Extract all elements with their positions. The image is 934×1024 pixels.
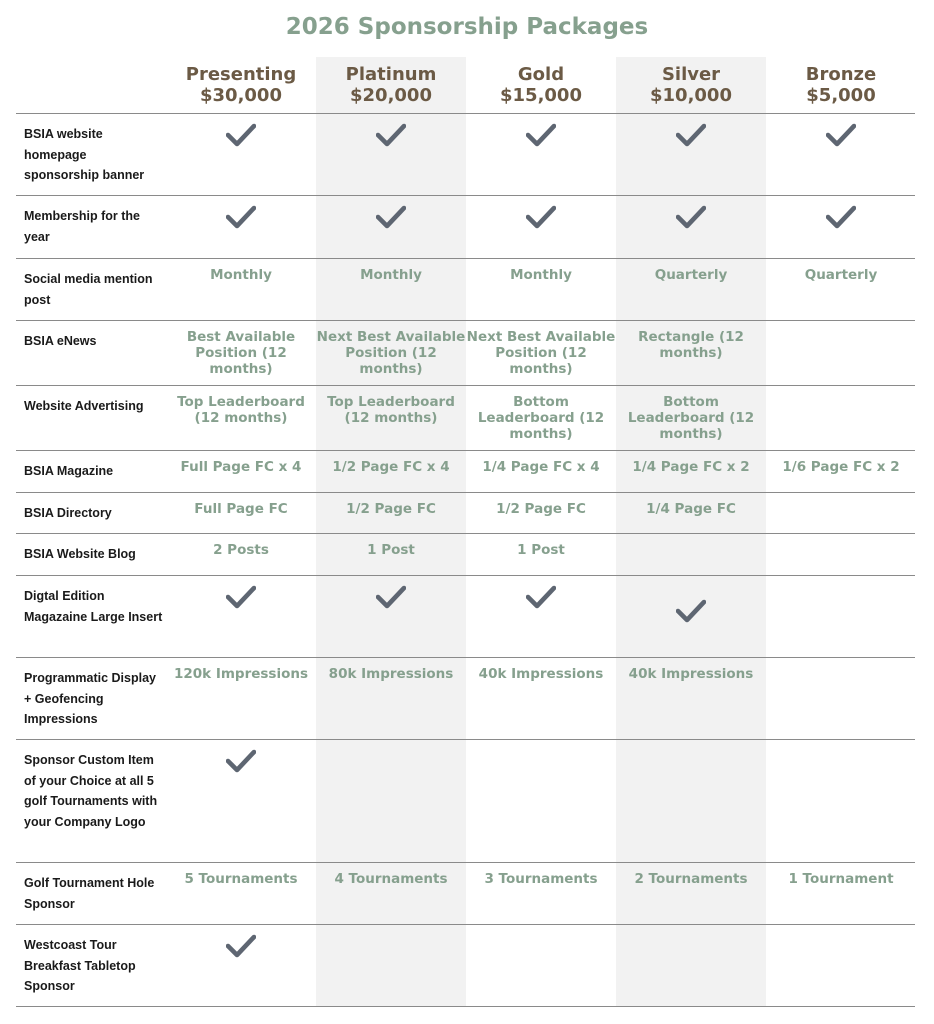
package-cell: 2 Tournaments <box>634 871 748 887</box>
row-divider <box>16 113 915 114</box>
column-shade-silver <box>616 57 766 1006</box>
package-cell: 40k Impressions <box>478 666 604 682</box>
package-header-presenting <box>166 64 316 106</box>
row-divider <box>16 195 915 196</box>
package-cell: Bottom Leaderboard (12 months) <box>627 394 755 442</box>
checkmark-icon <box>226 204 256 230</box>
package-cell: 1/4 Page FC <box>646 501 736 517</box>
checkmark-icon <box>826 122 856 148</box>
checkmark-icon <box>526 204 556 230</box>
package-cell: Quarterly <box>654 267 728 283</box>
row-divider <box>16 924 915 925</box>
checkmark-icon <box>226 584 256 610</box>
checkmark-icon <box>676 204 706 230</box>
checkmark-icon <box>676 598 706 624</box>
column-shade-platinum <box>316 57 466 1006</box>
checkmark-icon <box>376 122 406 148</box>
checkmark-icon <box>676 122 706 148</box>
package-cell: 2 Posts <box>213 542 269 558</box>
package-cell: Bottom Leaderboard (12 months) <box>477 394 605 442</box>
checkmark-icon <box>826 204 856 230</box>
row-label: Sponsor Custom Item of your Choice at all 5 golf Tournaments with your Company Logo <box>24 753 158 829</box>
package-header-gold <box>466 64 616 106</box>
package-cell: Next Best Available Position (12 months) <box>466 329 616 377</box>
package-price: $30,000 <box>200 85 282 106</box>
package-price: $20,000 <box>350 85 432 106</box>
package-cell: Full Page FC <box>194 501 288 517</box>
package-cell: Best Available Position (12 months) <box>186 329 296 377</box>
package-name: Gold <box>517 64 565 85</box>
row-label: BSIA Magazine <box>24 464 114 478</box>
checkmark-icon <box>226 933 256 959</box>
package-cell: 120k Impressions <box>173 666 309 682</box>
package-cell: Monthly <box>210 267 272 283</box>
checkmark-icon <box>526 122 556 148</box>
row-label: BSIA eNews <box>24 334 97 348</box>
package-cell: 1/4 Page FC x 4 <box>482 459 600 475</box>
row-label: BSIA Directory <box>24 506 112 520</box>
package-cell: Rectangle (12 months) <box>638 329 744 361</box>
package-cell: Monthly <box>360 267 422 283</box>
package-cell: 1/6 Page FC x 2 <box>782 459 900 475</box>
row-label: Westcoast Tour Breakfast Tabletop Sponsor <box>24 938 136 993</box>
package-name: Silver <box>661 64 721 85</box>
row-label: Programmatic Display + Geofencing Impressions <box>24 671 156 726</box>
package-cell: Top Leaderboard (12 months) <box>177 394 305 426</box>
package-header-bronze <box>766 64 916 106</box>
checkmark-icon <box>376 204 406 230</box>
row-divider <box>16 533 915 534</box>
package-header-silver <box>616 64 766 106</box>
row-divider <box>16 739 915 740</box>
package-cell: 5 Tournaments <box>184 871 298 887</box>
row-divider <box>16 450 915 451</box>
package-cell: 4 Tournaments <box>334 871 448 887</box>
package-cell: 1 Tournament <box>788 871 894 887</box>
package-cell: 1 Post <box>517 542 565 558</box>
package-cell: Monthly <box>510 267 572 283</box>
row-label: Website Advertising <box>24 399 144 413</box>
row-label: BSIA Website Blog <box>24 547 136 561</box>
package-price: $5,000 <box>806 85 876 106</box>
package-cell: 1/2 Page FC x 4 <box>332 459 450 475</box>
row-divider <box>16 657 915 658</box>
package-cell: 40k Impressions <box>628 666 754 682</box>
package-cell: 3 Tournaments <box>484 871 598 887</box>
package-price: $10,000 <box>650 85 732 106</box>
row-divider <box>16 575 915 576</box>
row-label: BSIA website homepage sponsorship banner <box>24 127 145 182</box>
row-divider <box>16 862 915 863</box>
row-label: Golf Tournament Hole Sponsor <box>24 876 155 911</box>
package-cell: Quarterly <box>804 267 878 283</box>
row-divider <box>16 320 915 321</box>
package-cell: 1 Post <box>367 542 415 558</box>
package-price: $15,000 <box>500 85 582 106</box>
row-divider <box>16 258 915 259</box>
package-cell: 1/2 Page FC <box>496 501 586 517</box>
package-cell: Top Leaderboard (12 months) <box>327 394 455 426</box>
row-divider <box>16 1006 915 1007</box>
row-divider <box>16 492 915 493</box>
package-header-platinum <box>316 64 466 106</box>
package-name: Platinum <box>345 64 437 85</box>
row-divider <box>16 385 915 386</box>
package-name: Presenting <box>185 64 297 85</box>
package-cell: 1/2 Page FC <box>346 501 436 517</box>
row-label: Digtal Edition Magazaine Large Insert <box>24 589 163 624</box>
package-cell: Full Page FC x 4 <box>180 459 302 475</box>
row-label: Social media mention post <box>24 272 153 307</box>
row-label: Membership for the year <box>24 209 140 244</box>
package-cell: Next Best Available Position (12 months) <box>316 329 466 377</box>
page-title: 2026 Sponsorship Packages <box>285 14 649 40</box>
checkmark-icon <box>526 584 556 610</box>
checkmark-icon <box>226 122 256 148</box>
checkmark-icon <box>226 748 256 774</box>
package-name: Bronze <box>805 64 877 85</box>
checkmark-icon <box>376 584 406 610</box>
package-cell: 1/4 Page FC x 2 <box>632 459 750 475</box>
package-cell: 80k Impressions <box>328 666 454 682</box>
